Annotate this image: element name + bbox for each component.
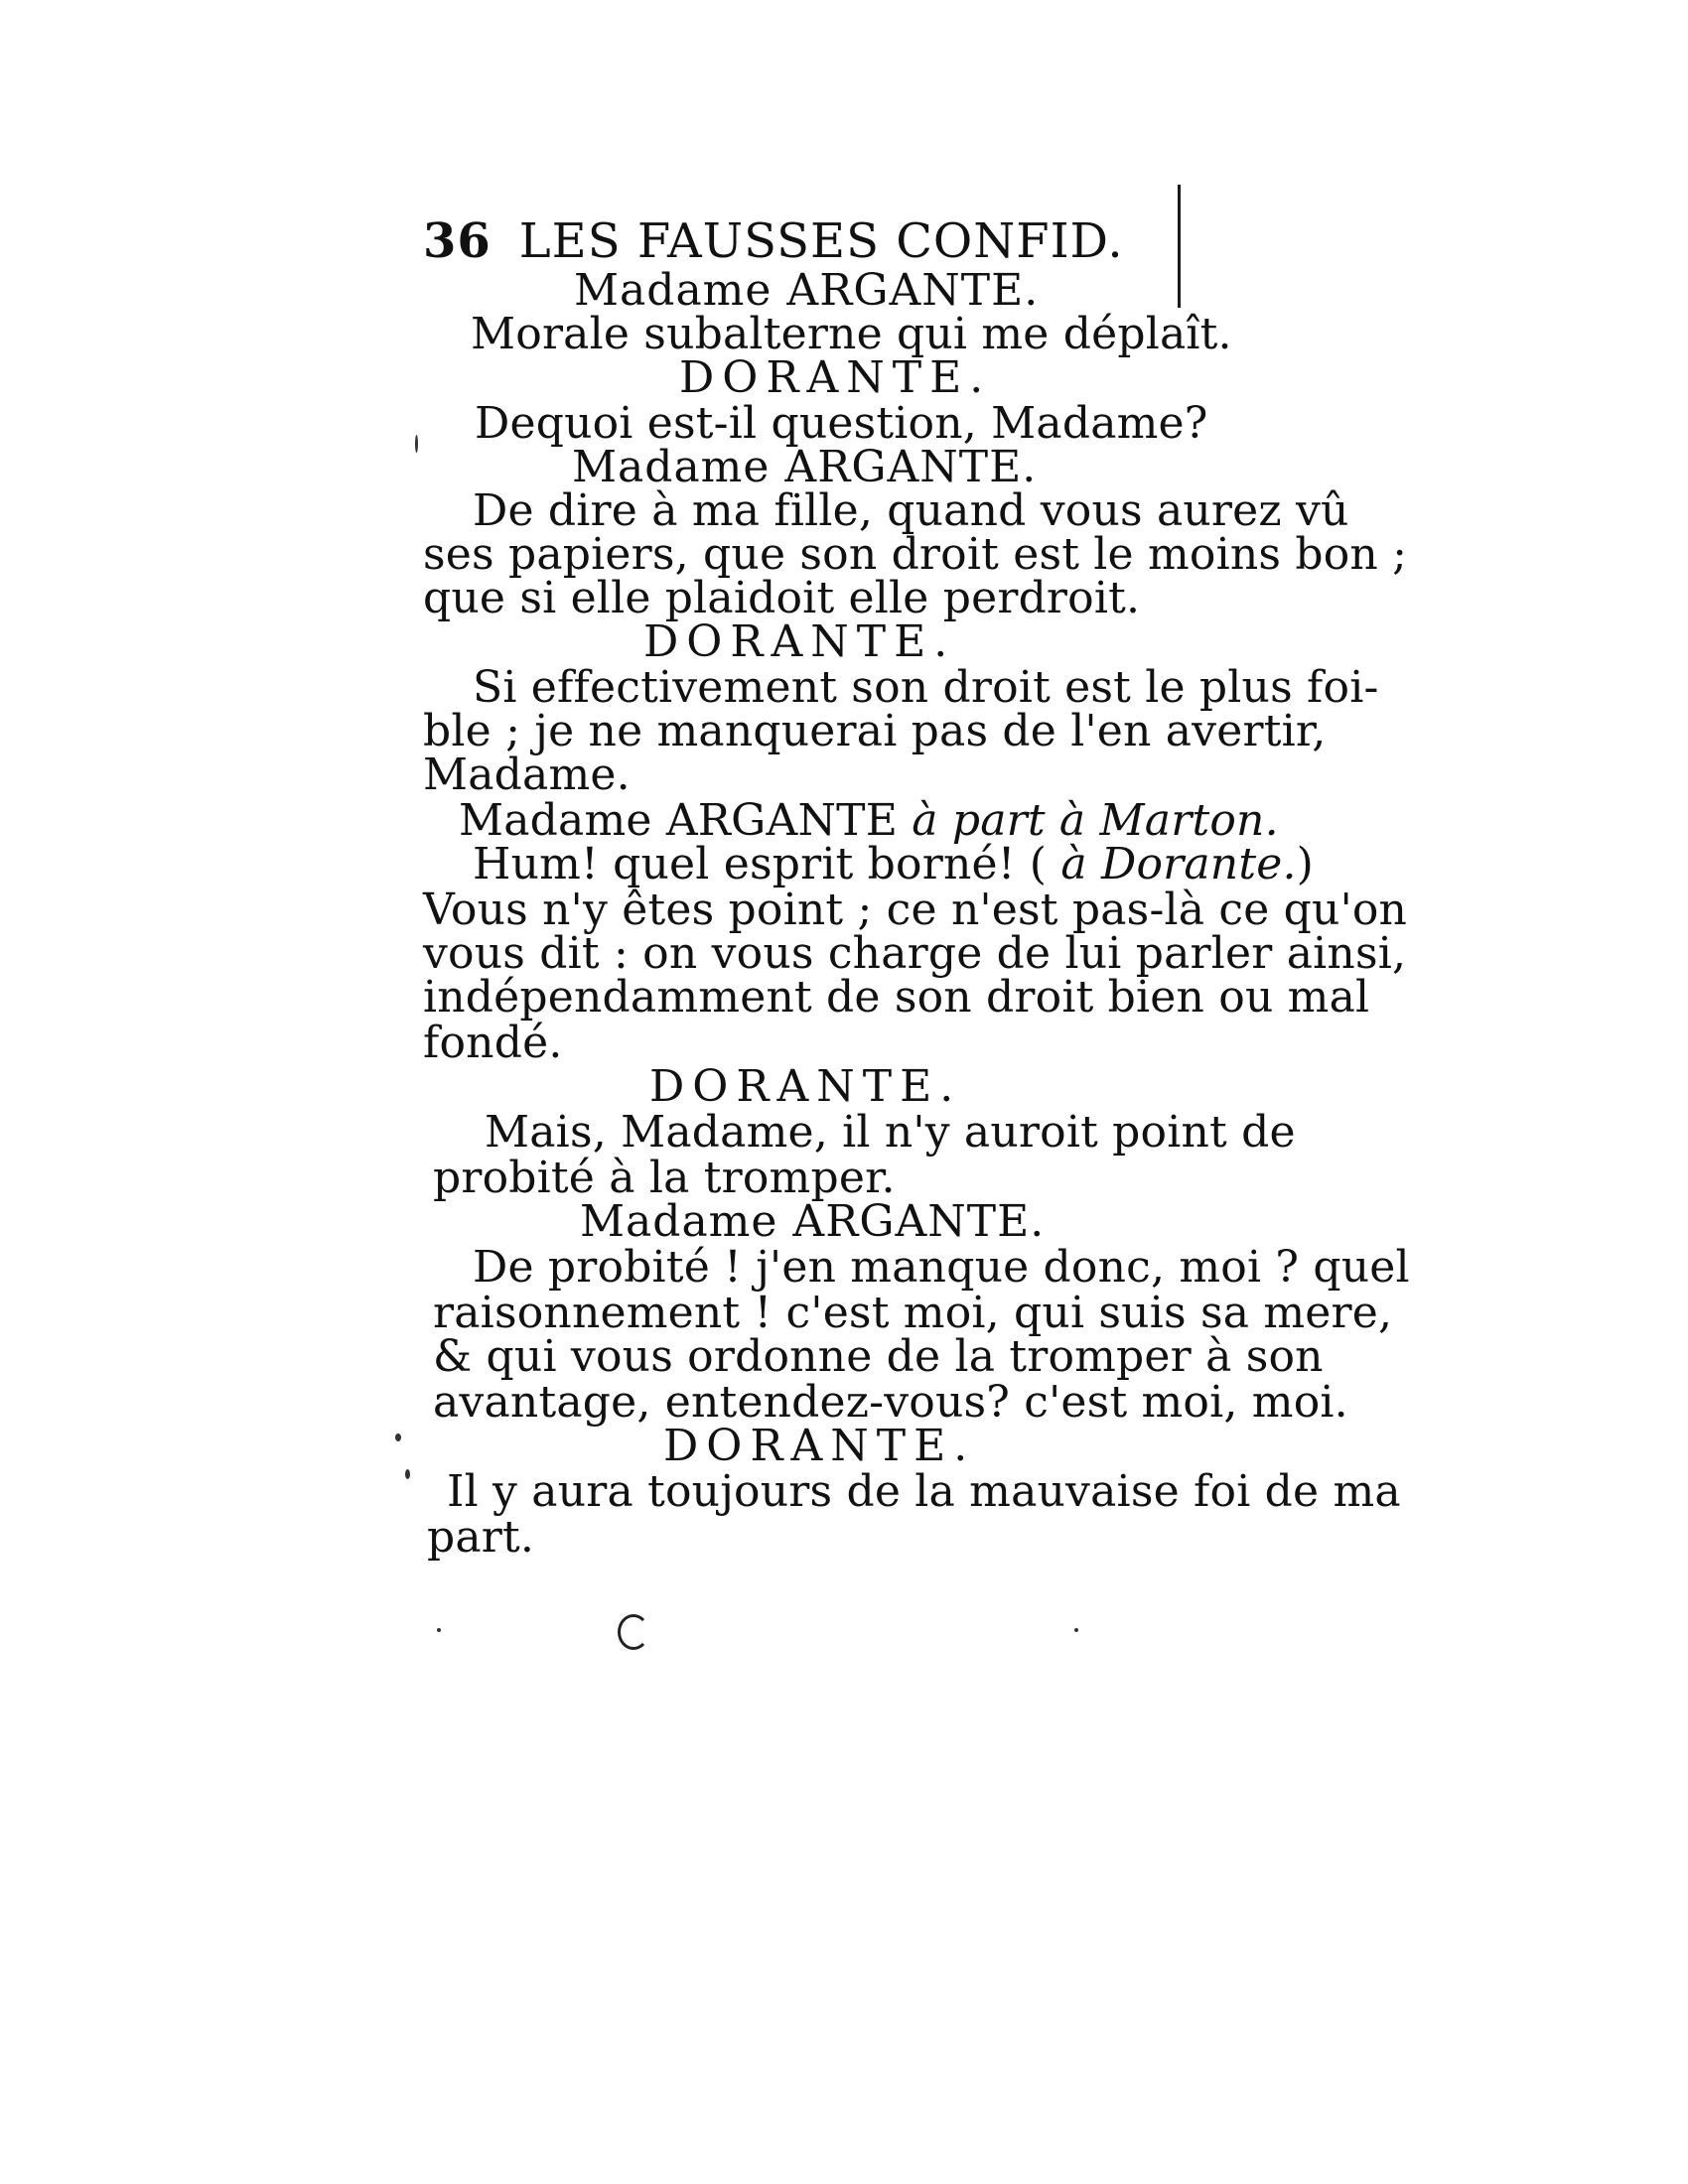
speaker-heading: DORANTE. xyxy=(663,1421,976,1471)
speaker-heading: Madame ARGANTE. xyxy=(574,265,1040,316)
dialogue-line: Morale subalterne qui me déplaît. xyxy=(471,309,1232,359)
running-head xyxy=(423,213,1124,269)
dialogue-text: Hum! quel esprit borné! ( xyxy=(473,839,1061,889)
dialogue-line: De dire à ma fille, quand vous aurez vû xyxy=(473,485,1349,536)
speaker-heading: DORANTE. xyxy=(679,352,992,403)
dialogue-line: De probité ! j'en manque donc, moi ? quel xyxy=(473,1242,1410,1293)
stage-direction: à Dorante. xyxy=(1060,839,1297,889)
dialogue-line: que si elle plaidoit elle perdroit. xyxy=(423,573,1141,623)
dialogue-line: & qui vous ordonne de la tromper à son xyxy=(433,1331,1324,1382)
dialogue-line: vous dit : on vous charge de lui parler ainsi, xyxy=(423,928,1407,979)
speaker-heading: Madame ARGANTE. xyxy=(580,1196,1046,1247)
running-title: LES FAUSSES CONFID. xyxy=(518,213,1124,269)
dialogue-line: indépendamment de son droit bien ou mal xyxy=(423,972,1370,1023)
dialogue-line: Dequoi est-il question, Madame? xyxy=(475,398,1208,449)
dialogue-line xyxy=(473,840,1314,889)
signature-mark xyxy=(618,1614,649,1650)
speaker-heading: Madame ARGANTE. xyxy=(572,442,1038,492)
dialogue-line: Si effectivement son droit est le plus foi- xyxy=(473,662,1379,713)
print-speck xyxy=(1074,1628,1078,1632)
dialogue-line: probité à la tromper. xyxy=(433,1153,896,1203)
dialogue-line: part. xyxy=(427,1512,535,1563)
dialogue-line: Vous n'y êtes point ; ce n'est pas-là ce qu'on xyxy=(423,885,1408,935)
speaker-heading: DORANTE. xyxy=(649,1061,962,1112)
dialogue-line: Mais, Madame, il n'y auroit point de xyxy=(485,1107,1296,1158)
dialogue-line: Il y aura toujours de la mauvaise foi de ma xyxy=(447,1466,1401,1517)
dialogue-line: fondé. xyxy=(423,1018,563,1068)
page-number: 36 xyxy=(423,213,492,269)
dialogue-line: Madame. xyxy=(423,750,631,800)
print-speck xyxy=(415,435,418,453)
print-speck xyxy=(405,1469,410,1479)
dialogue-text: ) xyxy=(1296,839,1315,889)
speaker-heading: DORANTE. xyxy=(643,616,956,667)
dialogue-line: raisonnement ! c'est moi, qui suis sa mere, xyxy=(433,1288,1393,1338)
stage-direction: à part à Marton. xyxy=(912,795,1279,846)
print-speck xyxy=(437,1628,441,1632)
print-speck xyxy=(395,1433,401,1441)
dialogue-line: avantage, entendez-vous? c'est moi, moi. xyxy=(433,1377,1348,1428)
gutter-rule xyxy=(1178,185,1181,308)
dialogue-line: ses papiers, que son droit est le moins bon ; xyxy=(423,529,1408,580)
dialogue-line: ble ; je ne manquerai pas de l'en avertir, xyxy=(423,706,1327,756)
speaker-heading: Madame ARGANTE xyxy=(459,795,913,846)
